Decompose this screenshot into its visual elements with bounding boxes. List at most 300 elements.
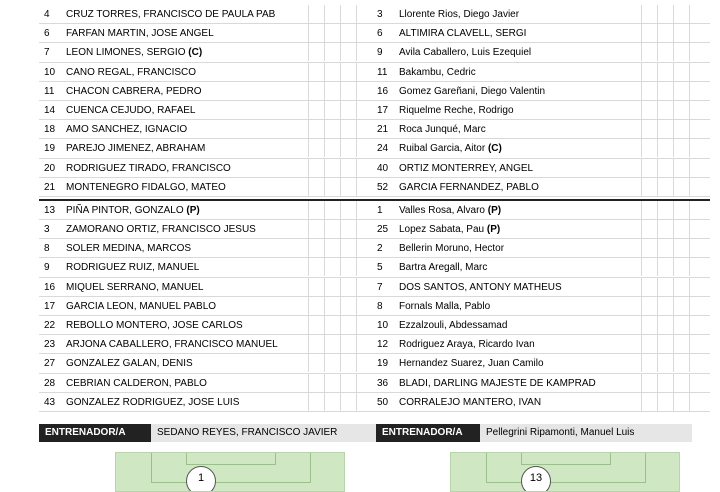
player-number: 16 — [44, 281, 56, 293]
stat-cell — [308, 297, 324, 315]
stat-cell — [689, 139, 705, 157]
player-row — [372, 220, 710, 239]
player-number: 18 — [44, 124, 56, 136]
player-name-cell — [399, 397, 541, 408]
player-row — [372, 374, 710, 393]
stat-cell — [689, 24, 705, 42]
player-name: ZAMORANO ORTIZ, FRANCISCO JESUS — [66, 224, 256, 236]
stat-cell — [308, 335, 324, 353]
player-name-cell — [66, 282, 203, 293]
stat-cell — [340, 374, 356, 392]
player-row — [372, 335, 710, 354]
stat-cell — [356, 159, 372, 177]
player-number: 14 — [44, 104, 56, 116]
player-number: 4 — [44, 9, 50, 20]
player-name: RODRIGUEZ RUIZ, MANUEL — [66, 262, 200, 274]
stat-cell — [689, 220, 705, 238]
home-pitch — [115, 452, 345, 492]
stat-cell — [657, 82, 673, 100]
stat-cell — [308, 316, 324, 334]
stat-cell — [324, 258, 340, 276]
player-row — [372, 24, 710, 43]
player-name: Bellerin Moruno, Hector — [399, 243, 505, 255]
player-name: FARFAN MARTIN, JOSE ANGEL — [66, 28, 214, 40]
stat-cell — [673, 278, 689, 296]
player-name-cell — [399, 9, 519, 20]
stat-cell — [308, 101, 324, 119]
stat-cell — [673, 316, 689, 334]
stat-cell — [657, 316, 673, 334]
stat-cell — [641, 335, 657, 353]
player-name-cell — [399, 262, 487, 273]
stat-cell — [689, 374, 705, 392]
player-row — [39, 239, 377, 258]
player-number: 7 — [377, 281, 383, 293]
player-name-cell — [399, 378, 596, 389]
stat-cell — [356, 120, 372, 138]
stat-cell — [641, 220, 657, 238]
player-name-cell — [399, 301, 490, 312]
stat-cell — [641, 316, 657, 334]
stat-cell — [641, 120, 657, 138]
player-number: 1 — [377, 204, 383, 216]
player-row — [39, 63, 377, 82]
player-name-cell — [66, 224, 256, 235]
player-name: REBOLLO MONTERO, JOSE CARLOS — [66, 320, 243, 331]
player-name: Avila Caballero, Luis Ezequiel — [399, 47, 532, 59]
player-number: 11 — [44, 85, 55, 97]
stat-cell — [641, 201, 657, 219]
player-name-cell — [66, 262, 199, 273]
stat-cell — [673, 297, 689, 315]
player-row — [39, 139, 377, 158]
player-name-cell — [399, 28, 526, 39]
stat-cell — [657, 335, 673, 353]
player-number: 28 — [44, 377, 56, 389]
stat-cell — [689, 159, 705, 177]
player-name-cell — [399, 47, 531, 58]
stat-cell — [308, 393, 324, 411]
stat-cell — [641, 139, 657, 157]
stat-cell — [356, 139, 372, 157]
stat-cell — [308, 239, 324, 257]
stat-cell — [673, 374, 689, 392]
player-row — [372, 393, 710, 412]
player-name: Valles Rosa, Alvaro — [399, 204, 485, 216]
stat-cell — [641, 258, 657, 276]
stat-cell — [324, 220, 340, 238]
player-row — [39, 178, 377, 197]
player-name-cell — [66, 243, 191, 254]
player-row — [372, 82, 710, 101]
stat-cell — [324, 178, 340, 196]
player-name-cell — [66, 358, 193, 369]
away-starters-list — [372, 5, 710, 197]
stat-cell — [673, 393, 689, 411]
stat-cell — [324, 239, 340, 257]
stat-cell — [689, 258, 705, 276]
player-number: 9 — [44, 262, 50, 274]
stat-cell — [356, 82, 372, 100]
player-row — [372, 120, 710, 139]
stat-cell — [356, 5, 372, 23]
player-name-cell — [66, 320, 243, 331]
player-name: ORTIZ MONTERREY, ANGEL — [399, 162, 534, 174]
stat-cell — [689, 178, 705, 196]
player-row — [372, 101, 710, 120]
player-role-tag: (C) — [487, 143, 502, 155]
player-name-cell — [66, 124, 187, 135]
player-row — [372, 159, 710, 178]
stat-cell — [340, 297, 356, 315]
stat-cell — [641, 63, 657, 81]
player-row — [39, 43, 377, 62]
stat-cell — [689, 43, 705, 61]
player-row — [39, 101, 377, 120]
player-name-cell — [399, 182, 539, 193]
player-role-tag: (P) — [186, 204, 200, 216]
player-row — [372, 5, 710, 24]
player-row — [39, 24, 377, 43]
stat-cell — [673, 82, 689, 100]
stat-cell — [340, 24, 356, 42]
player-name: PAREJO JIMENEZ, ABRAHAM — [66, 143, 206, 155]
player-number: 52 — [377, 181, 389, 193]
stat-cell — [689, 354, 705, 372]
stat-cell — [657, 278, 673, 296]
stat-cell — [641, 297, 657, 315]
stat-cell — [657, 139, 673, 157]
stat-cell — [356, 297, 372, 315]
stat-cell — [689, 316, 705, 334]
player-number: 16 — [377, 85, 389, 97]
home-starters-list — [39, 5, 377, 197]
stat-cell — [657, 297, 673, 315]
stat-cell — [324, 335, 340, 353]
stat-cell — [657, 220, 673, 238]
stat-cell — [340, 354, 356, 372]
player-row — [372, 354, 710, 373]
stat-cell — [657, 374, 673, 392]
player-name: SOLER MEDINA, MARCOS — [66, 243, 192, 255]
player-row — [39, 5, 377, 24]
player-name: Gomez Gareñani, Diego Valentin — [399, 85, 546, 97]
player-name-cell — [66, 378, 207, 389]
player-name: Bartra Aregall, Marc — [399, 262, 488, 274]
stat-cell — [340, 43, 356, 61]
player-name: MONTENEGRO FIDALGO, MATEO — [66, 181, 226, 193]
player-number: 12 — [377, 339, 389, 351]
stat-cell — [356, 316, 372, 334]
stat-cell — [308, 63, 324, 81]
stat-cell — [356, 374, 372, 392]
stat-cell — [641, 43, 657, 61]
stat-cell — [340, 201, 356, 219]
stat-cell — [324, 393, 340, 411]
stat-cell — [356, 393, 372, 411]
stat-cell — [641, 354, 657, 372]
stat-cell — [641, 239, 657, 257]
player-name: GONZALEZ RODRIGUEZ, JOSE LUIS — [66, 396, 240, 408]
player-role-tag: (P) — [487, 204, 502, 216]
player-name-cell — [66, 67, 196, 78]
player-name: Fornals Malla, Pablo — [399, 300, 491, 312]
stat-cell — [689, 393, 705, 411]
home-team-column — [39, 5, 377, 412]
stat-cell — [356, 101, 372, 119]
stat-cell — [324, 139, 340, 157]
player-name: PIÑA PINTOR, GONZALO — [66, 204, 184, 216]
stat-cell — [673, 239, 689, 257]
player-row — [39, 393, 377, 412]
stat-cell — [340, 316, 356, 334]
player-name: Roca Junqué, Marc — [399, 124, 486, 136]
player-name-cell — [66, 143, 205, 154]
home-subs-list — [39, 201, 377, 412]
player-name-cell — [66, 182, 226, 193]
stat-cell — [689, 101, 705, 119]
stat-cell — [308, 24, 324, 42]
player-name: Ruibal Garcia, Aitor — [399, 143, 486, 155]
stat-cell — [308, 159, 324, 177]
player-row — [39, 335, 377, 354]
stat-cell — [641, 82, 657, 100]
stat-cell — [673, 258, 689, 276]
player-row — [39, 201, 377, 220]
stat-cell — [308, 201, 324, 219]
player-name: AMO SANCHEZ, IGNACIO — [66, 124, 188, 136]
stat-cell — [308, 5, 324, 23]
player-name: CANO REGAL, FRANCISCO — [66, 66, 197, 78]
player-number: 19 — [377, 358, 389, 370]
player-number: 9 — [377, 47, 383, 59]
player-name: Riquelme Reche, Rodrigo — [399, 104, 514, 116]
stat-cell — [308, 354, 324, 372]
stat-cell — [308, 139, 324, 157]
player-name: CORRALEJO MANTERO, IVAN — [399, 396, 542, 408]
stat-cell — [324, 63, 340, 81]
stat-cell — [689, 278, 705, 296]
player-row — [372, 63, 710, 82]
player-name-cell — [399, 67, 476, 78]
player-number: 50 — [377, 396, 389, 408]
player-number: 3 — [44, 224, 50, 236]
stat-cell — [308, 178, 324, 196]
player-name-cell — [66, 105, 195, 116]
stat-cell — [308, 82, 324, 100]
player-row — [39, 297, 377, 316]
away-coach-label: ENTRENADOR/A — [376, 424, 480, 442]
player-number: 21 — [44, 181, 56, 193]
stat-cell — [340, 120, 356, 138]
player-name-cell — [399, 163, 533, 174]
player-row — [39, 120, 377, 139]
player-name: Hernandez Suarez, Juan Camilo — [399, 358, 544, 370]
stat-cell — [657, 239, 673, 257]
stat-cell — [340, 278, 356, 296]
stat-cell — [641, 278, 657, 296]
player-number: 3 — [377, 9, 383, 20]
player-number: 43 — [44, 396, 56, 408]
stat-cell — [356, 354, 372, 372]
stat-cell — [657, 101, 673, 119]
stat-cell — [324, 201, 340, 219]
player-number: 6 — [377, 28, 383, 40]
player-name-cell — [66, 339, 278, 350]
stat-cell — [340, 178, 356, 196]
stat-cell — [689, 335, 705, 353]
goal-area — [521, 453, 611, 465]
stat-cell — [689, 201, 705, 219]
player-name-cell — [66, 163, 231, 174]
stat-cell — [673, 43, 689, 61]
player-name: LEON LIMONES, SERGIO — [66, 47, 186, 59]
stat-cell — [340, 393, 356, 411]
player-name-cell — [66, 397, 239, 408]
stat-cell — [673, 220, 689, 238]
player-name: GARCIA LEON, MANUEL PABLO — [66, 300, 217, 312]
player-row — [39, 220, 377, 239]
player-row — [372, 43, 710, 62]
player-number: 36 — [377, 377, 389, 389]
player-name-cell — [66, 9, 275, 20]
player-number: 19 — [44, 143, 56, 155]
stat-cell — [689, 5, 705, 23]
stat-cell — [356, 63, 372, 81]
player-row — [39, 278, 377, 297]
stat-cell — [340, 335, 356, 353]
player-name-cell — [66, 301, 216, 312]
player-name-cell — [399, 143, 502, 154]
player-row — [39, 316, 377, 335]
player-row — [372, 316, 710, 335]
home-coach-label: ENTRENADOR/A — [39, 424, 151, 442]
player-name-cell — [399, 282, 562, 293]
player-name-cell — [399, 358, 544, 369]
stat-cell — [324, 374, 340, 392]
stat-cell — [356, 24, 372, 42]
stat-cell — [641, 24, 657, 42]
player-row — [372, 297, 710, 316]
player-role-tag: (C) — [188, 47, 203, 59]
player-row — [372, 239, 710, 258]
player-row — [39, 374, 377, 393]
player-name: GONZALEZ GALAN, DENIS — [66, 358, 193, 370]
player-name: Llorente Rios, Diego Javier — [399, 9, 520, 20]
player-name: DOS SANTOS, ANTONY MATHEUS — [399, 281, 562, 293]
player-number: 17 — [377, 104, 389, 116]
stat-cell — [356, 43, 372, 61]
player-number: 10 — [44, 66, 56, 78]
stat-cell — [641, 159, 657, 177]
player-name: CUENCA CEJUDO, RAFAEL — [66, 104, 196, 116]
player-role-tag: (P) — [486, 224, 501, 236]
player-number: 10 — [377, 320, 389, 331]
stat-cell — [356, 278, 372, 296]
stat-cell — [641, 393, 657, 411]
stat-cell — [356, 239, 372, 257]
player-name: CEBRIAN CALDERON, PABLO — [66, 377, 207, 389]
player-number: 22 — [44, 320, 56, 331]
player-name: ARJONA CABALLERO, FRANCISCO MANUEL — [66, 339, 278, 351]
stat-cell — [673, 24, 689, 42]
player-number: 40 — [377, 162, 389, 174]
stat-cell — [689, 297, 705, 315]
player-name: Rodriguez Araya, Ricardo Ivan — [399, 339, 535, 351]
stat-cell — [308, 278, 324, 296]
player-number: 27 — [44, 358, 56, 370]
stat-cell — [340, 139, 356, 157]
away-team-column — [372, 5, 710, 412]
player-number: 8 — [377, 300, 383, 312]
stat-cell — [308, 120, 324, 138]
stat-cell — [673, 63, 689, 81]
stat-cell — [324, 43, 340, 61]
player-number: 13 — [44, 204, 56, 216]
player-name: Bakambu, Cedric — [399, 66, 476, 78]
stat-cell — [308, 374, 324, 392]
player-number: 11 — [377, 66, 388, 78]
stat-cell — [657, 24, 673, 42]
stat-cell — [356, 220, 372, 238]
stat-cell — [657, 5, 673, 23]
player-name-cell — [399, 243, 504, 254]
stat-cell — [324, 297, 340, 315]
stat-cell — [340, 101, 356, 119]
stat-cell — [689, 239, 705, 257]
stat-cell — [324, 5, 340, 23]
stat-cell — [324, 24, 340, 42]
stat-cell — [324, 159, 340, 177]
player-number: 2 — [377, 243, 383, 255]
player-name: MIQUEL SERRANO, MANUEL — [66, 281, 204, 293]
away-subs-list — [372, 201, 710, 412]
stat-cell — [340, 5, 356, 23]
stat-cell — [657, 63, 673, 81]
stat-cell — [673, 139, 689, 157]
player-row — [39, 159, 377, 178]
player-name-cell — [399, 124, 486, 135]
player-name: Lopez Sabata, Pau — [399, 224, 485, 236]
stat-cell — [657, 258, 673, 276]
stat-cell — [657, 354, 673, 372]
stat-cell — [673, 178, 689, 196]
player-name-cell — [399, 320, 507, 331]
player-name-cell — [66, 205, 200, 216]
stat-cell — [340, 63, 356, 81]
player-name: GARCIA FERNANDEZ, PABLO — [399, 181, 539, 193]
stat-cell — [657, 393, 673, 411]
stat-cell — [324, 316, 340, 334]
stat-cell — [673, 101, 689, 119]
stat-cell — [308, 220, 324, 238]
player-name: BLADI, DARLING MAJESTE DE KAMPRAD — [399, 377, 596, 389]
player-number: 23 — [44, 339, 56, 351]
player-name-cell — [399, 224, 500, 235]
player-row — [372, 278, 710, 297]
player-number: 17 — [44, 300, 56, 312]
stat-cell — [340, 258, 356, 276]
stat-cell — [689, 63, 705, 81]
stat-cell — [673, 120, 689, 138]
stat-cell — [657, 201, 673, 219]
stat-cell — [340, 239, 356, 257]
player-name: RODRIGUEZ TIRADO, FRANCISCO — [66, 162, 231, 174]
home-keeper-marker: 1 — [186, 466, 216, 492]
stat-cell — [308, 258, 324, 276]
stat-cell — [657, 159, 673, 177]
player-row — [372, 201, 710, 220]
